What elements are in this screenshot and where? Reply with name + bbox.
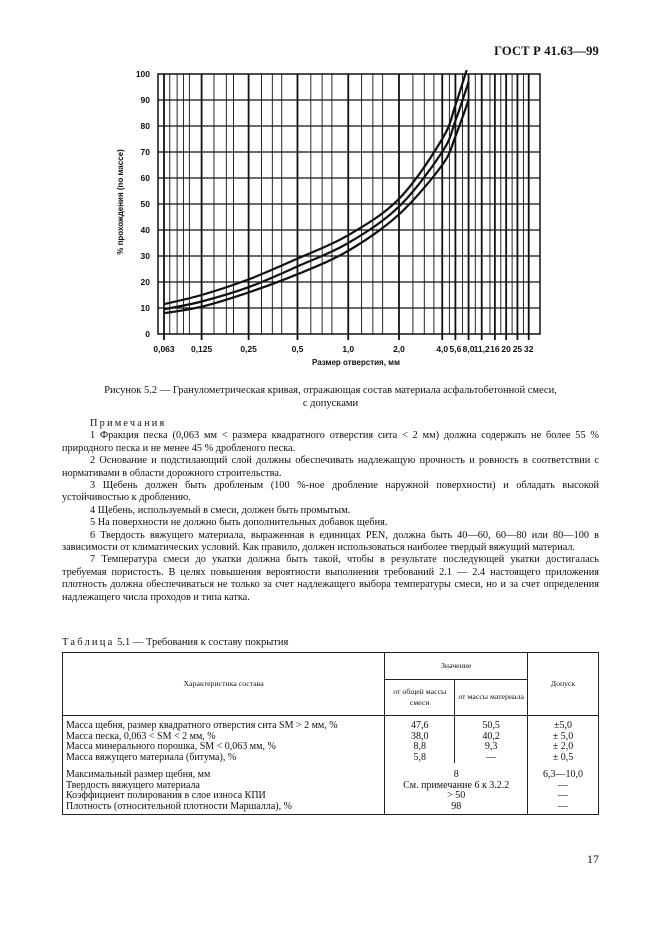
y-tick-label: 50 [140, 199, 150, 209]
y-tick-label: 100 [135, 69, 150, 79]
y-tick-label: 90 [140, 95, 150, 105]
cell-characteristic: Максимальный размер щебня, мм [63, 763, 385, 781]
y-tick-label: 10 [140, 303, 150, 313]
cell-tolerance: — [528, 781, 599, 792]
cell-by-material: 50,5 [455, 716, 528, 732]
cell-characteristic: Масса щебня, размер квадратного отверстия сита SM > 2 мм, % [63, 716, 385, 732]
header-tolerance: Допуск [528, 653, 599, 716]
note-4: 4 Щебень, используемый в смеси, должен быть промытым. [90, 504, 351, 516]
x-tick-label: 8,0 [462, 344, 475, 354]
header-by-material: от массы материала [455, 680, 528, 716]
header-by-total: от общей массы смеси [385, 680, 455, 716]
y-tick-labels [136, 69, 150, 339]
x-tick-label: 0,5 [291, 344, 304, 354]
cell-characteristic: Масса минерального порошка, SM < 0,063 мм, % [63, 742, 385, 753]
y-tick-label: 30 [140, 251, 150, 261]
x-tick-label: 16 [490, 344, 500, 354]
note-7: 7 Температура смеси до укатки должна быть такой, чтобы в результате последующей укатки достигалась требуемая пористость. В целях повышения вероятности выполнения требований 2.1 — 2.4 настоящего приложения плотность должна обеспечиваться не только за счет надлежащего выбора температуры смеси, но и за счет определения надлежащего числа проходов и типа катка. [62, 554, 599, 603]
x-tick-label: 1,0 [342, 344, 355, 354]
cell-by-total: 5,8 [385, 753, 455, 764]
x-tick-labels [153, 344, 533, 354]
x-tick-label: 25 [512, 344, 523, 354]
cell-tolerance: ± 0,5 [528, 753, 599, 764]
table-title-text: 5.1 — Требования к составу покрытия [114, 637, 289, 648]
x-axis-label: Размер отверстия, мм [311, 358, 401, 367]
cell-tolerance: ± 5,0 [528, 732, 599, 743]
y-tick-label: 0 [145, 329, 150, 339]
caption-line-2: с допусками [302, 398, 359, 409]
cell-by-total: 38,0 [385, 732, 455, 743]
y-tick-label: 60 [140, 173, 150, 183]
y-tick-label: 80 [140, 121, 150, 131]
x-tick-label: 0,25 [240, 344, 257, 354]
table-row [63, 716, 599, 732]
note-5: 5 На поверхности не должно быть дополнительных добавок щебня. [90, 517, 388, 529]
x-tick-label: 11,2 [473, 344, 490, 354]
cell-tolerance: — [528, 791, 599, 802]
chart-grid [158, 74, 540, 340]
cell-by-material: 9,3 [455, 742, 528, 753]
cell-value: 8 [385, 763, 528, 781]
chart-curves [164, 64, 469, 314]
x-tick-label: 0,063 [153, 344, 175, 354]
table-row [63, 791, 599, 802]
header-value: Значение [385, 653, 528, 680]
cell-characteristic: Масса песка, 0,063 < SM < 2 мм, % [63, 732, 385, 743]
grading-curve-2 [164, 82, 469, 309]
document-header: ГОСТ Р 41.63—99 [494, 44, 599, 58]
cell-tolerance: — [528, 802, 599, 815]
cell-characteristic: Коэффициент полирования в слое износа КПИ [63, 791, 385, 802]
cell-by-total: 47,6 [385, 716, 455, 732]
notes-title: Примечания [90, 418, 167, 429]
caption-line-1: Рисунок 5.2 — Гранулометрическая кривая, отражающая состав материала асфальтобетонной смеси, [104, 385, 557, 396]
cell-tolerance: 6,3—10,0 [528, 763, 599, 781]
x-tick-label: 4,0 [436, 344, 449, 354]
x-tick-label: 5,6 [449, 344, 462, 354]
table-title-label: Таблица [62, 637, 115, 648]
x-tick-label: 20 [501, 344, 511, 354]
cell-characteristic: Твердость вяжущего материала [63, 781, 385, 792]
granulometric-chart [100, 62, 560, 372]
y-tick-label: 20 [140, 277, 150, 287]
y-tick-label: 70 [140, 147, 150, 157]
header-characteristic: Характеристика состава [63, 653, 385, 716]
note-6: 6 Твердость вяжущего материала, выраженная в единицах PEN, должна быть 40—60, 60—80 или 80—100 в зависимости от климатических условий. Как правило, должен использоваться наиболее твердый вяжущий материал. [62, 529, 599, 554]
table-row [63, 742, 599, 753]
cell-value: См. примечание 6 к 3.2.2 [385, 781, 528, 792]
table-row [63, 802, 599, 815]
cell-value: > 50 [385, 791, 528, 802]
cell-characteristic: Масса вяжущего материала (битума), % [63, 753, 385, 764]
cell-tolerance: ± 2,0 [528, 742, 599, 753]
x-tick-label: 2,0 [393, 344, 405, 354]
cell-by-material: — [455, 753, 528, 764]
notes-block [62, 418, 599, 604]
x-tick-label: 0,125 [190, 344, 213, 354]
y-tick-label: 40 [140, 225, 150, 235]
cell-value: 98 [385, 802, 528, 815]
cell-characteristic: Плотность (относительной плотности Маршалла), % [63, 802, 385, 815]
table-row [63, 763, 599, 781]
note-1: 1 Фракция песка (0,063 мм < размера квадратного отверстия сита < 2 мм) должна содержать не более 55 % природного песка и не менее 45 % дробленого песка. [62, 430, 599, 454]
table-title [62, 637, 288, 648]
figure-caption [70, 384, 591, 410]
x-tick-label: 32 [523, 344, 534, 354]
grading-curve-3 [164, 100, 469, 313]
composition-requirements-table [62, 652, 599, 815]
y-axis-label: % прохождения (по массе) [116, 149, 125, 255]
table-row [63, 753, 599, 764]
note-3: 3 Щебень должен быть дробленым (100 %-ное дробление наружной поверхности) и обладать высокой устойчивостью к дроблению. [62, 480, 599, 504]
note-2: 2 Основание и подстилающий слой должны обеспечивать надлежащую прочность и ровность в соответствии с нормативами в области дорожного строительства. [62, 455, 599, 479]
cell-by-material: 40,2 [455, 732, 528, 743]
cell-tolerance: ±5,0 [528, 716, 599, 732]
cell-by-total: 8,8 [385, 742, 455, 753]
page-number: 17 [587, 852, 599, 866]
